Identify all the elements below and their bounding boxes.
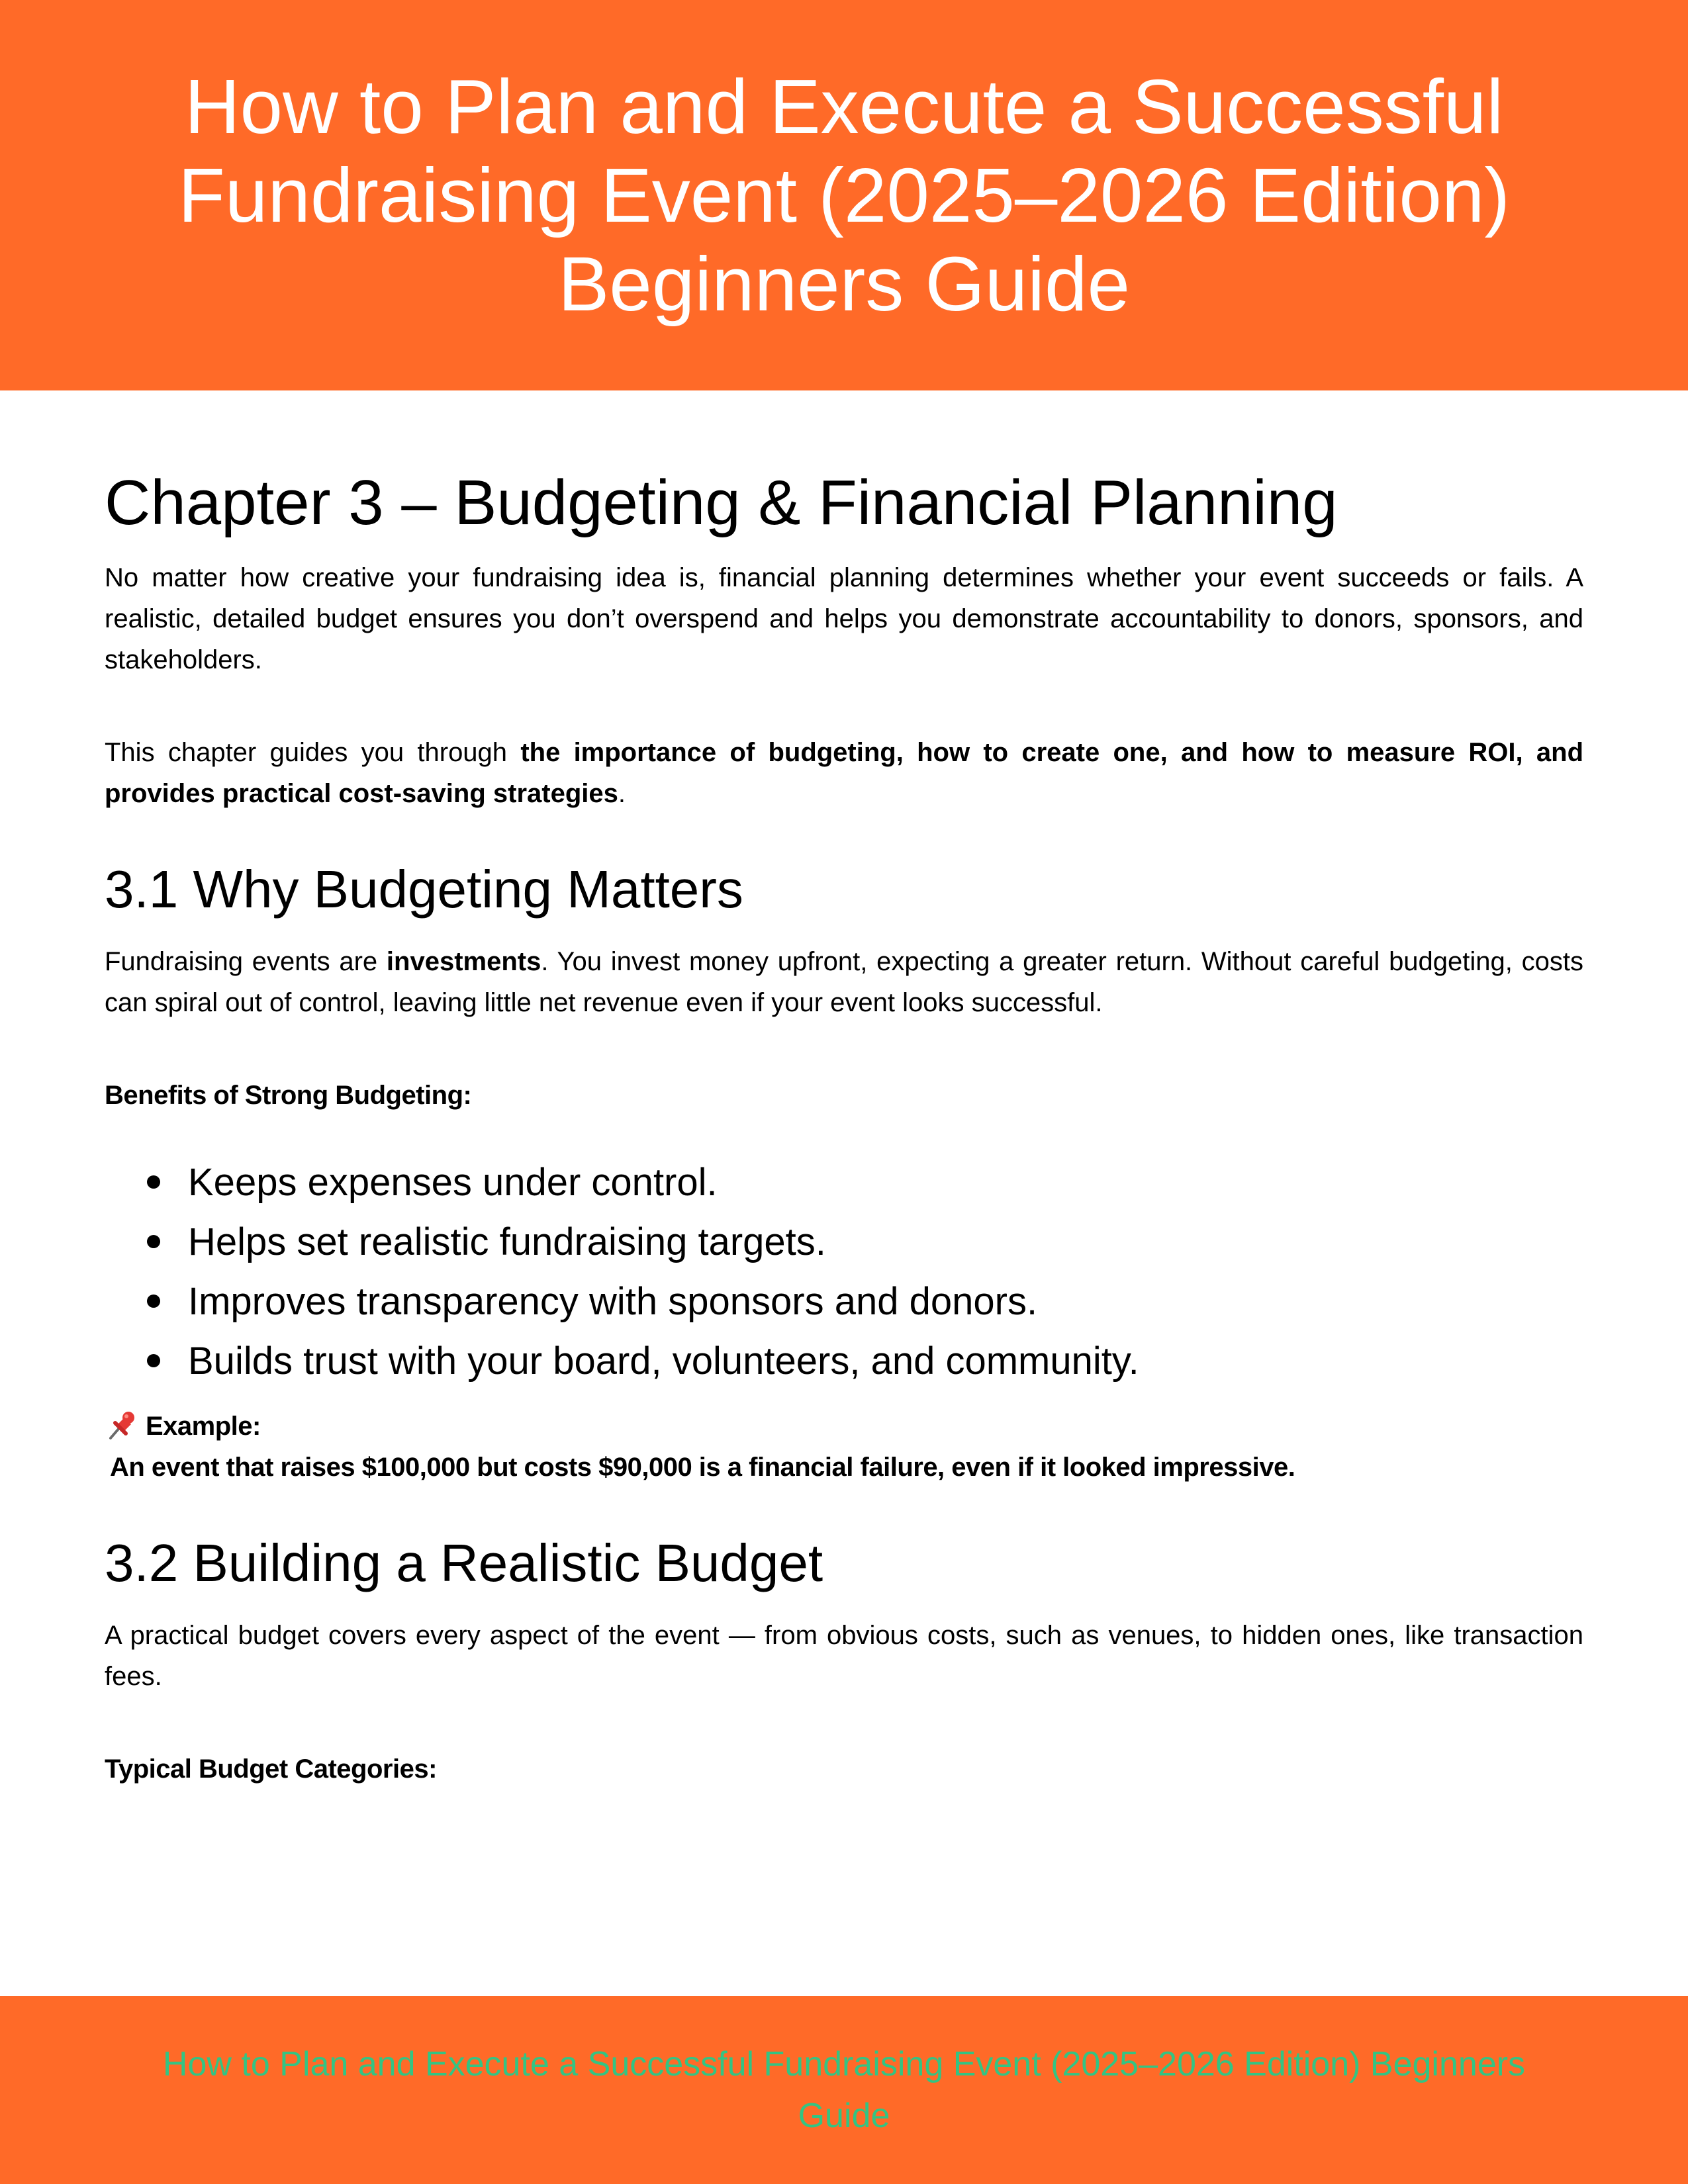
chapter-guide-paragraph <box>105 732 1583 814</box>
bullet-icon <box>147 1354 160 1367</box>
list-item-text: Improves transparency with sponsors and donors. <box>188 1280 1038 1323</box>
list-item <box>188 1212 1583 1272</box>
section-heading-3-2: 3.2 Building a Realistic Budget <box>105 1533 823 1592</box>
benefits-label: Benefits of Strong Budgeting: <box>105 1081 472 1110</box>
document-title-line: Fundraising Event (2025–2026 Edition) <box>178 152 1510 238</box>
list-item-text: Builds trust with your board, volunteers, and community. <box>188 1340 1139 1383</box>
document-title-line: Beginners Guide <box>557 241 1131 327</box>
section-heading-3-1: 3.1 Why Budgeting Matters <box>105 860 743 919</box>
list-item <box>188 1332 1583 1391</box>
categories-label: Typical Budget Categories: <box>105 1754 437 1784</box>
example-label <box>105 1406 1583 1447</box>
section-3-1-paragraph <box>105 941 1583 1023</box>
bullet-icon <box>147 1235 160 1248</box>
document-title-line: How to Plan and Execute a Successful <box>184 64 1504 150</box>
list-item-text: Keeps expenses under control. <box>188 1161 718 1204</box>
benefits-list <box>105 1153 1583 1391</box>
header-band <box>0 0 1688 390</box>
list-item <box>188 1153 1583 1212</box>
chapter-title: Chapter 3 – Budgeting & Financial Planning <box>105 467 1338 538</box>
guide-bold-text: the importance of budgeting, how to create one, and how to measure ROI, and provides practical cost-saving strategies <box>105 738 1584 808</box>
guide-suffix: . <box>618 779 626 808</box>
guide-prefix: This chapter guides you through <box>105 738 521 767</box>
list-item <box>188 1272 1583 1332</box>
document-title <box>132 62 1556 328</box>
page-content <box>105 463 1583 1790</box>
pushpin-icon <box>105 1410 138 1443</box>
section-3-2-paragraph: A practical budget covers every aspect of the event — from obvious costs, such as venues, to hidden ones, like transaction fees. <box>105 1621 1583 1691</box>
chapter-intro: No matter how creative your fundraising idea is, financial planning determines whether your event succeeds or fails. A realistic, detailed budget ensures you don’t overspend and helps you demonstrate accountability to donors, sponsors, and stakeholders. <box>105 563 1583 674</box>
para-bold-text: investments <box>386 947 541 976</box>
footer-text: How to Plan and Execute a Successful Fundraising Event (2025–2026 Edition) Beginners Guide <box>162 2045 1526 2135</box>
para-suffix: . You invest money upfront, expecting a greater return. Without careful budgeting, costs can spiral out of control, leaving little net revenue even if your event looks successful. <box>105 947 1584 1017</box>
example-text: An event that raises $100,000 but costs $90,000 is a financial failure, even if it looked impressive. <box>110 1453 1295 1482</box>
bullet-icon <box>147 1175 160 1189</box>
para-prefix: Fundraising events are <box>105 947 387 976</box>
example-label-text: Example: <box>146 1412 261 1441</box>
list-item-text: Helps set realistic fundraising targets. <box>188 1220 826 1263</box>
bullet-icon <box>147 1295 160 1308</box>
footer-band <box>0 1996 1688 2184</box>
